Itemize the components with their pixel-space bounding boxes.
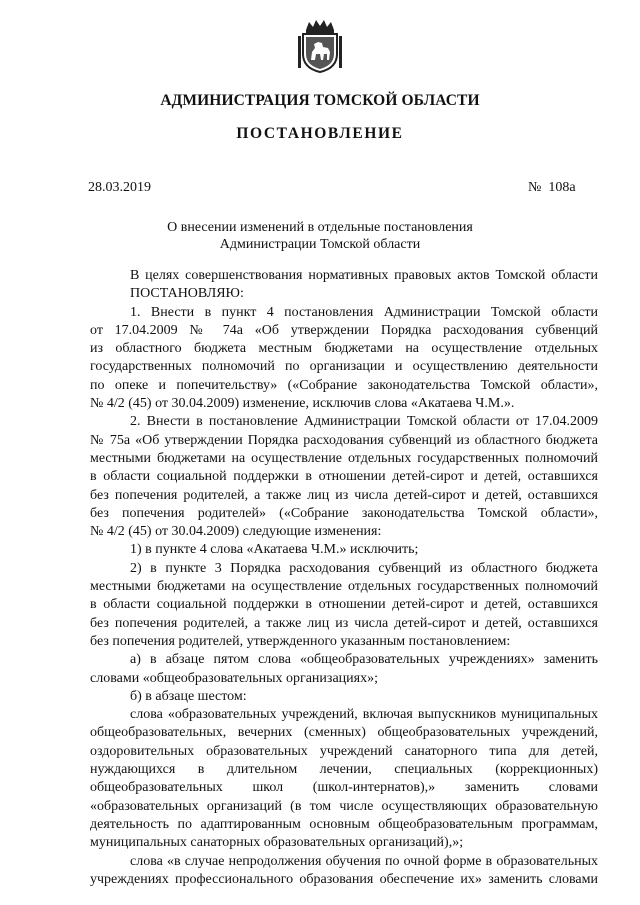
body-line: № 4/2 (45) от 30.04.2009) изменение, исключив слова «Акатаева Ч.М.». xyxy=(90,396,515,412)
body-line: 2. Внести в постановление Администрации Томской области от 17.04.2009 xyxy=(130,414,598,430)
body-line: 1) в пункте 4 слова «Акатаева Ч.М.» исключить; xyxy=(130,542,419,558)
body-line: а) в абзаце пятом слова «общеобразовательных учреждениях» заменить xyxy=(130,652,598,668)
body-line: слова «образовательных учреждений, включая выпускников муниципальных xyxy=(130,707,598,723)
body-line: В целях совершенствования нормативных правовых актов Томской области xyxy=(130,268,598,283)
body-line: местными бюджетами на осуществление отдельных государственных полномочий xyxy=(90,579,598,595)
body-line: учреждениях профессионального образования обеспечение их» заменить словами xyxy=(90,871,598,887)
body-line: без попечения родителей, утвержденного указанным постановлением: xyxy=(90,633,511,649)
document-subject xyxy=(0,220,640,253)
body-line: № 4/2 (45) от 30.04.2009) следующие изменения: xyxy=(90,524,382,540)
body-line: «образовательных организаций (в том числе осуществляющих образовательную xyxy=(90,798,598,814)
body-line: 2) в пункте 3 Порядка расходования субвенций из областного бюджета xyxy=(130,560,598,576)
body-line: по опеке и попечительству» («Собрание законодательства Томской области», xyxy=(90,377,598,393)
body-line: из областного бюджета местным бюджетами на осуществление отдельных xyxy=(90,341,598,357)
body-line: 1. Внести в пункт 4 постановления Администрации Томской области xyxy=(130,304,598,320)
body-line: от 17.04.2009 № 74а «Об утверждении Порядка расходования субвенций xyxy=(90,322,598,338)
body-line: слова «в случае непродолжения обучения по очной форме в образовательных xyxy=(130,853,598,869)
body-line: без попечения родителей, а также лиц из числа детей-сирот и детей, оставшихся xyxy=(90,487,598,503)
organization-name: АДМИНИСТРАЦИЯ ТОМСКОЙ ОБЛАСТИ xyxy=(160,92,480,109)
document-number: № 108а xyxy=(528,180,576,195)
body-line: государственных полномочий по организации и осуществлению деятельности xyxy=(90,359,598,375)
body-line: словами «общеобразовательных организациях»; xyxy=(90,670,378,686)
body-line: в области социальной поддержки в отношении детей-сирот и детей, оставшихся xyxy=(90,469,598,485)
body-line: деятельность по адаптированным основным общеобразовательным программам, xyxy=(90,816,598,832)
body-line: местными бюджетами на осуществление отдельных государственных полномочий xyxy=(90,450,598,466)
body-line: общеобразовательных школ (школ-интернатов),» заменить словами xyxy=(90,780,598,796)
document-date: 28.03.2019 xyxy=(88,180,151,195)
subject-line: О внесении изменений в отдельные постановления xyxy=(167,220,473,235)
subject-line: Администрации Томской области xyxy=(219,236,421,252)
body-line: нуждающихся в длительном лечении, специальных (коррекционных) xyxy=(90,762,598,778)
body-line: в области социальной поддержки в отношении детей-сирот и детей, оставшихся xyxy=(90,597,598,613)
body-line: общеобразовательных, вечерних (сменных) общеобразовательных учреждений, xyxy=(90,725,598,741)
body-line: оздоровительных образовательных учреждений санаторного типа для детей, xyxy=(90,743,598,759)
body-line: б) в абзаце шестом: xyxy=(130,688,247,704)
document-type: ПОСТАНОВЛЕНИЕ xyxy=(236,125,404,142)
coat-of-arms-icon xyxy=(297,18,343,74)
body-line: муниципальных санаторных образовательных организаций),»; xyxy=(90,835,464,851)
body-line: ПОСТАНОВЛЯЮ: xyxy=(130,286,244,302)
document-body xyxy=(90,267,598,889)
body-line: без попечения родителей, а также лиц из числа детей-сирот и детей, оставшихся xyxy=(90,615,598,631)
body-line: без попечения родителей» («Собрание законодательства Томской области», xyxy=(90,505,598,521)
body-line: № 75а «Об утверждении Порядка расходования субвенций из областного бюджета xyxy=(90,432,598,448)
